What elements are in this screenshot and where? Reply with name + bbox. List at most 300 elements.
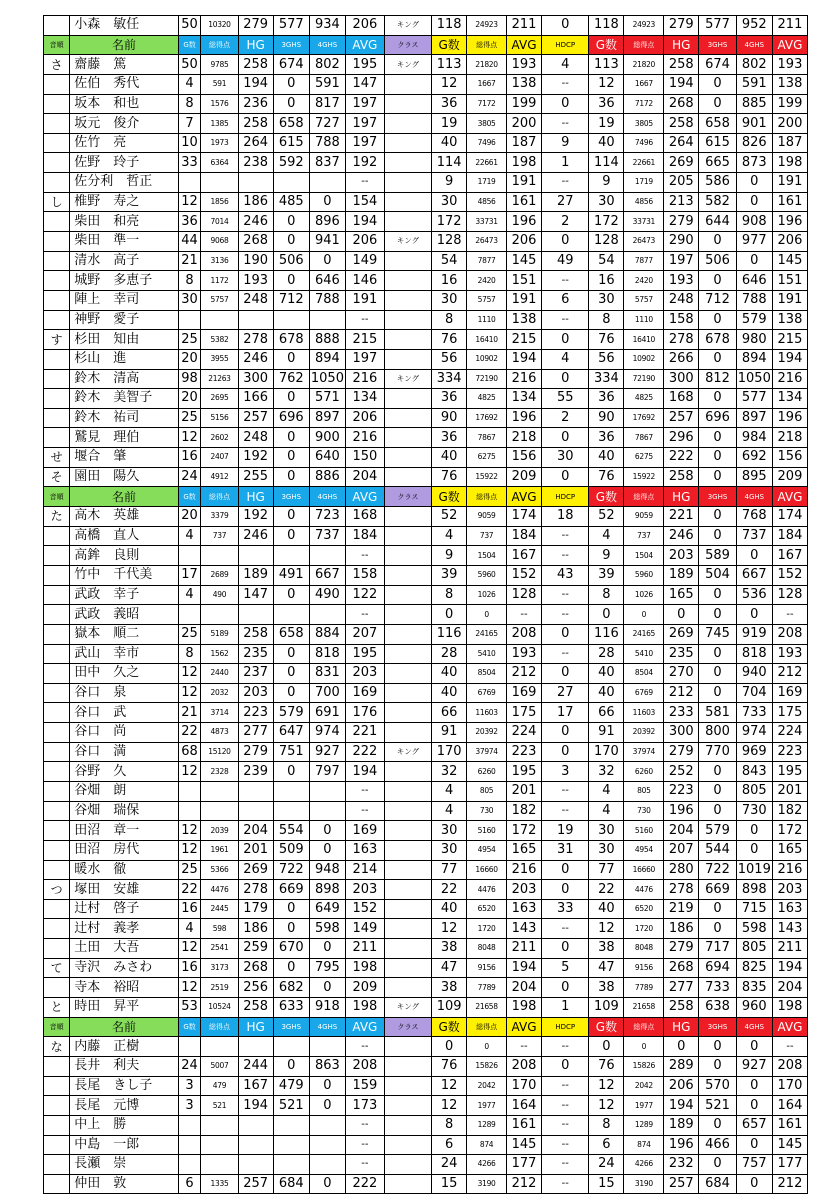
value-cell: キング <box>384 232 431 252</box>
value-cell: 0 <box>624 1037 664 1057</box>
value-cell: 198 <box>507 998 542 1018</box>
kana-cell <box>44 742 70 762</box>
value-cell: 182 <box>507 801 542 821</box>
table-row <box>44 1056 808 1076</box>
kana-cell <box>44 212 70 232</box>
value-cell <box>384 428 431 448</box>
value-cell: 691 <box>309 703 345 723</box>
value-cell: 0 <box>542 742 589 762</box>
name-cell: 柴田 和亮 <box>70 212 179 232</box>
value-cell: 4 <box>178 74 200 94</box>
value-cell: 161 <box>507 1115 542 1135</box>
table-row <box>44 880 808 900</box>
kana-cell <box>44 1135 70 1155</box>
value-cell: 192 <box>238 507 273 527</box>
value-cell <box>384 1037 431 1057</box>
value-cell: 0 <box>699 919 736 939</box>
table-row <box>44 624 808 644</box>
value-cell: 6 <box>542 290 589 310</box>
value-cell: 196 <box>507 408 542 428</box>
value-cell: 22 <box>589 880 624 900</box>
name-cell: 佐野 玲子 <box>70 153 179 173</box>
value-cell: 173 <box>346 1096 385 1116</box>
value-cell: 3 <box>542 762 589 782</box>
value-cell: 723 <box>309 507 345 527</box>
value-cell: 667 <box>309 565 345 585</box>
value-cell: 0 <box>273 232 309 252</box>
kana-cell <box>44 1174 70 1194</box>
value-cell: 1667 <box>624 74 664 94</box>
value-cell: 598 <box>736 919 772 939</box>
value-cell: 38 <box>432 939 467 959</box>
value-cell: 4 <box>178 526 200 546</box>
table-row <box>44 290 808 310</box>
header-cell-h4ghs: 4GHS <box>736 1017 772 1037</box>
value-cell: 15922 <box>467 467 507 487</box>
table-row <box>44 16 808 36</box>
value-cell: 209 <box>507 467 542 487</box>
value-cell: 12 <box>178 664 200 684</box>
value-cell: 12 <box>589 1076 624 1096</box>
value-cell: 0 <box>736 1174 772 1194</box>
value-cell <box>273 1135 309 1155</box>
value-cell <box>384 958 431 978</box>
value-cell <box>273 1115 309 1135</box>
value-cell: 199 <box>507 94 542 114</box>
value-cell <box>238 781 273 801</box>
value-cell <box>238 310 273 330</box>
value-cell: 751 <box>273 742 309 762</box>
value-cell: 2039 <box>201 821 238 841</box>
value-cell: -- <box>346 801 385 821</box>
header-row <box>44 487 808 507</box>
value-cell: 223 <box>238 703 273 723</box>
value-cell: 0 <box>542 428 589 448</box>
value-cell: 684 <box>273 1174 309 1194</box>
value-cell <box>201 781 238 801</box>
value-cell: -- <box>772 605 807 625</box>
value-cell: 196 <box>507 212 542 232</box>
value-cell: 10902 <box>467 349 507 369</box>
value-cell: 177 <box>507 1155 542 1175</box>
kana-cell <box>44 1076 70 1096</box>
value-cell: 203 <box>507 880 542 900</box>
value-cell: 212 <box>664 683 699 703</box>
value-cell: 116 <box>432 624 467 644</box>
value-cell: 33 <box>542 899 589 919</box>
kana-cell <box>44 565 70 585</box>
value-cell: 223 <box>664 781 699 801</box>
name-cell: 暖水 徹 <box>70 860 179 880</box>
value-cell: 246 <box>238 349 273 369</box>
value-cell: 296 <box>664 428 699 448</box>
value-cell: 16 <box>432 271 467 291</box>
value-cell: 1 <box>542 153 589 173</box>
value-cell <box>201 801 238 821</box>
value-cell: 521 <box>699 1096 736 1116</box>
value-cell: 198 <box>346 958 385 978</box>
value-cell: 40 <box>589 133 624 153</box>
value-cell: -- <box>542 526 589 546</box>
value-cell: 72190 <box>624 369 664 389</box>
value-cell: 91 <box>589 723 624 743</box>
value-cell: 788 <box>309 290 345 310</box>
value-cell: 24 <box>178 467 200 487</box>
value-cell: 36 <box>432 428 467 448</box>
value-cell: 167 <box>238 1076 273 1096</box>
name-cell: 長井 利夫 <box>70 1056 179 1076</box>
value-cell: 0 <box>542 1056 589 1076</box>
value-cell: 0 <box>273 899 309 919</box>
value-cell: 694 <box>699 958 736 978</box>
value-cell: 8504 <box>467 664 507 684</box>
value-cell <box>178 1155 200 1175</box>
value-cell: 77 <box>589 860 624 880</box>
value-cell: 38 <box>589 978 624 998</box>
value-cell: 47 <box>589 958 624 978</box>
value-cell: -- <box>542 74 589 94</box>
value-cell: 0 <box>699 781 736 801</box>
value-cell <box>273 1155 309 1175</box>
value-cell: 886 <box>309 467 345 487</box>
value-cell: 490 <box>309 585 345 605</box>
bowling-score-table <box>43 15 808 1194</box>
value-cell: 279 <box>238 16 273 36</box>
value-cell: 257 <box>664 408 699 428</box>
value-cell <box>384 1076 431 1096</box>
value-cell: 172 <box>507 821 542 841</box>
header-cell-h4ghs: 4GHS <box>736 487 772 507</box>
table-row <box>44 919 808 939</box>
header-cell-g3: 3GHS <box>273 1017 309 1037</box>
value-cell: 4 <box>589 801 624 821</box>
value-cell: 1973 <box>201 133 238 153</box>
value-cell: 236 <box>238 94 273 114</box>
kana-cell <box>44 821 70 841</box>
value-cell <box>238 173 273 193</box>
value-cell <box>384 173 431 193</box>
value-cell: 12 <box>432 919 467 939</box>
header-cell-h4ghs: 4GHS <box>736 35 772 55</box>
kana-cell <box>44 349 70 369</box>
value-cell <box>384 840 431 860</box>
name-cell: 谷口 満 <box>70 742 179 762</box>
table-row <box>44 408 808 428</box>
header-cell-pts3: 総得点 <box>624 487 664 507</box>
value-cell: 256 <box>238 978 273 998</box>
header-cell-avg1: AVG <box>346 487 385 507</box>
table-row <box>44 1096 808 1116</box>
value-cell: 149 <box>346 251 385 271</box>
value-cell: 0 <box>736 605 772 625</box>
value-cell <box>309 1155 345 1175</box>
value-cell: 24165 <box>624 624 664 644</box>
value-cell: 203 <box>238 683 273 703</box>
header-cell-pts2: 総得点 <box>467 1017 507 1037</box>
value-cell: 196 <box>664 1135 699 1155</box>
value-cell: 169 <box>346 821 385 841</box>
value-cell: 0 <box>699 467 736 487</box>
value-cell: 7877 <box>624 251 664 271</box>
value-cell: 466 <box>699 1135 736 1155</box>
value-cell <box>384 389 431 409</box>
value-cell <box>238 801 273 821</box>
value-cell: 66 <box>589 703 624 723</box>
value-cell: 38 <box>432 978 467 998</box>
value-cell: -- <box>346 1037 385 1057</box>
name-cell: 坂元 俊介 <box>70 114 179 134</box>
value-cell: 21 <box>178 703 200 723</box>
value-cell: 897 <box>309 408 345 428</box>
value-cell <box>178 781 200 801</box>
value-cell: -- <box>346 310 385 330</box>
value-cell: 36 <box>589 428 624 448</box>
value-cell: 31 <box>542 840 589 860</box>
value-cell: 2440 <box>201 664 238 684</box>
value-cell: 571 <box>309 389 345 409</box>
value-cell: 745 <box>699 624 736 644</box>
value-cell: 2445 <box>201 899 238 919</box>
value-cell: 170 <box>432 742 467 762</box>
value-cell: 0 <box>699 762 736 782</box>
value-cell: 9156 <box>624 958 664 978</box>
value-cell: 258 <box>238 998 273 1018</box>
value-cell: 888 <box>309 330 345 350</box>
value-cell: 33731 <box>624 212 664 232</box>
value-cell: 197 <box>346 94 385 114</box>
value-cell: 684 <box>699 1174 736 1194</box>
value-cell: 0 <box>664 1037 699 1057</box>
value-cell: 52 <box>589 507 624 527</box>
header-cell-kana: 音順 <box>44 487 70 507</box>
value-cell <box>309 546 345 566</box>
value-cell: 194 <box>772 349 807 369</box>
value-cell: 490 <box>201 585 238 605</box>
value-cell <box>178 1115 200 1135</box>
value-cell: 722 <box>273 860 309 880</box>
value-cell: 8048 <box>467 939 507 959</box>
value-cell: 21 <box>178 251 200 271</box>
value-cell: 0 <box>273 94 309 114</box>
value-cell: 0 <box>542 16 589 36</box>
value-cell: 1385 <box>201 114 238 134</box>
header-cell-g1: G数 <box>178 487 200 507</box>
value-cell: 177 <box>772 1155 807 1175</box>
name-cell: 内藤 正樹 <box>70 1037 179 1057</box>
value-cell: 9 <box>432 546 467 566</box>
name-cell: 鈴木 美智子 <box>70 389 179 409</box>
value-cell: 8 <box>589 585 624 605</box>
name-cell: 鈴木 清高 <box>70 369 179 389</box>
value-cell <box>201 1115 238 1135</box>
value-cell: 194 <box>772 958 807 978</box>
table-row <box>44 212 808 232</box>
value-cell <box>178 546 200 566</box>
header-cell-name: 名前 <box>70 1017 179 1037</box>
kana-cell <box>44 74 70 94</box>
name-cell: 武山 幸市 <box>70 644 179 664</box>
value-cell: 704 <box>736 683 772 703</box>
value-cell: 200 <box>772 114 807 134</box>
value-cell: 15120 <box>201 742 238 762</box>
value-cell: 1720 <box>467 919 507 939</box>
value-cell: 138 <box>507 74 542 94</box>
value-cell: 0 <box>542 723 589 743</box>
value-cell: 206 <box>507 232 542 252</box>
value-cell: 0 <box>699 507 736 527</box>
value-cell: 5382 <box>201 330 238 350</box>
value-cell: 30 <box>542 448 589 468</box>
value-cell: 22 <box>178 880 200 900</box>
value-cell: 164 <box>507 1096 542 1116</box>
value-cell <box>384 860 431 880</box>
value-cell: 237 <box>238 664 273 684</box>
kana-cell <box>44 1056 70 1076</box>
table-row <box>44 546 808 566</box>
value-cell: 1977 <box>624 1096 664 1116</box>
value-cell: キング <box>384 998 431 1018</box>
name-cell: 高橋 直人 <box>70 526 179 546</box>
value-cell: 145 <box>507 1135 542 1155</box>
table-row <box>44 664 808 684</box>
value-cell: 257 <box>664 1174 699 1194</box>
kana-cell <box>44 173 70 193</box>
value-cell: 195 <box>346 644 385 664</box>
value-cell: 30 <box>589 821 624 841</box>
value-cell: 258 <box>238 624 273 644</box>
value-cell: 0 <box>273 526 309 546</box>
value-cell: 170 <box>507 1076 542 1096</box>
value-cell: 0 <box>542 939 589 959</box>
value-cell: 334 <box>589 369 624 389</box>
value-cell: 68 <box>178 742 200 762</box>
value-cell: 20392 <box>624 723 664 743</box>
value-cell: 2420 <box>624 271 664 291</box>
value-cell: 0 <box>309 192 345 212</box>
value-cell: 0 <box>273 1056 309 1076</box>
value-cell <box>384 1056 431 1076</box>
table-row <box>44 74 808 94</box>
value-cell: 191 <box>346 290 385 310</box>
value-cell: 0 <box>542 330 589 350</box>
value-cell: 40 <box>432 664 467 684</box>
value-cell: 4856 <box>624 192 664 212</box>
kana-cell <box>44 290 70 310</box>
value-cell: 4476 <box>201 880 238 900</box>
value-cell: 235 <box>664 644 699 664</box>
name-cell: 谷野 久 <box>70 762 179 782</box>
value-cell: 1172 <box>201 271 238 291</box>
kana-cell <box>44 585 70 605</box>
value-cell <box>384 781 431 801</box>
value-cell: 19 <box>589 114 624 134</box>
value-cell: 219 <box>664 899 699 919</box>
name-cell: 長尾 きし子 <box>70 1076 179 1096</box>
value-cell: 30 <box>178 290 200 310</box>
header-cell-avg3: AVG <box>772 1017 807 1037</box>
value-cell: 191 <box>772 290 807 310</box>
value-cell: 670 <box>273 939 309 959</box>
value-cell: 212 <box>507 1174 542 1194</box>
value-cell: 900 <box>309 428 345 448</box>
value-cell: 5410 <box>467 644 507 664</box>
value-cell: 762 <box>273 369 309 389</box>
value-cell: 213 <box>664 192 699 212</box>
value-cell <box>273 781 309 801</box>
value-cell: 0 <box>309 821 345 841</box>
value-cell: 22 <box>178 723 200 743</box>
value-cell: 223 <box>507 742 542 762</box>
name-cell: 中島 一郎 <box>70 1135 179 1155</box>
value-cell: 0 <box>542 369 589 389</box>
value-cell: 17692 <box>624 408 664 428</box>
value-cell: 0 <box>736 192 772 212</box>
value-cell: 156 <box>507 448 542 468</box>
kana-cell <box>44 624 70 644</box>
value-cell: 52 <box>432 507 467 527</box>
value-cell: -- <box>542 585 589 605</box>
value-cell: 211 <box>346 939 385 959</box>
header-cell-avg3: AVG <box>772 35 807 55</box>
value-cell: 56 <box>589 349 624 369</box>
value-cell: 977 <box>736 232 772 252</box>
value-cell: 1667 <box>467 74 507 94</box>
value-cell: 216 <box>772 860 807 880</box>
name-cell: 塚田 安雄 <box>70 880 179 900</box>
value-cell: 795 <box>309 958 345 978</box>
table-row <box>44 840 808 860</box>
value-cell: 5 <box>542 958 589 978</box>
value-cell: 0 <box>736 1135 772 1155</box>
value-cell: 20 <box>178 389 200 409</box>
header-cell-name: 名前 <box>70 487 179 507</box>
value-cell: 0 <box>736 173 772 193</box>
value-cell: 9068 <box>201 232 238 252</box>
value-cell: -- <box>542 114 589 134</box>
value-cell: 0 <box>699 899 736 919</box>
table-row <box>44 723 808 743</box>
table-row <box>44 330 808 350</box>
name-cell: 谷口 泉 <box>70 683 179 703</box>
value-cell: 12 <box>178 762 200 782</box>
value-cell <box>384 448 431 468</box>
name-cell: 鷲見 理伯 <box>70 428 179 448</box>
value-cell: 737 <box>201 526 238 546</box>
kana-cell <box>44 919 70 939</box>
name-cell: 谷畑 瑞保 <box>70 801 179 821</box>
value-cell: 812 <box>699 369 736 389</box>
value-cell: 194 <box>346 212 385 232</box>
value-cell: 207 <box>346 624 385 644</box>
value-cell: 4 <box>589 781 624 801</box>
value-cell: 211 <box>772 939 807 959</box>
value-cell: 53 <box>178 998 200 1018</box>
value-cell: 128 <box>589 232 624 252</box>
value-cell: 0 <box>624 605 664 625</box>
kana-cell <box>44 16 70 36</box>
value-cell: 198 <box>507 153 542 173</box>
value-cell: 277 <box>664 978 699 998</box>
value-cell: 16 <box>178 448 200 468</box>
value-cell: 192 <box>346 153 385 173</box>
kana-cell <box>44 723 70 743</box>
value-cell: 222 <box>664 448 699 468</box>
kana-cell <box>44 251 70 271</box>
value-cell: 216 <box>507 860 542 880</box>
value-cell: 258 <box>238 114 273 134</box>
value-cell: 223 <box>772 742 807 762</box>
value-cell: 737 <box>624 526 664 546</box>
